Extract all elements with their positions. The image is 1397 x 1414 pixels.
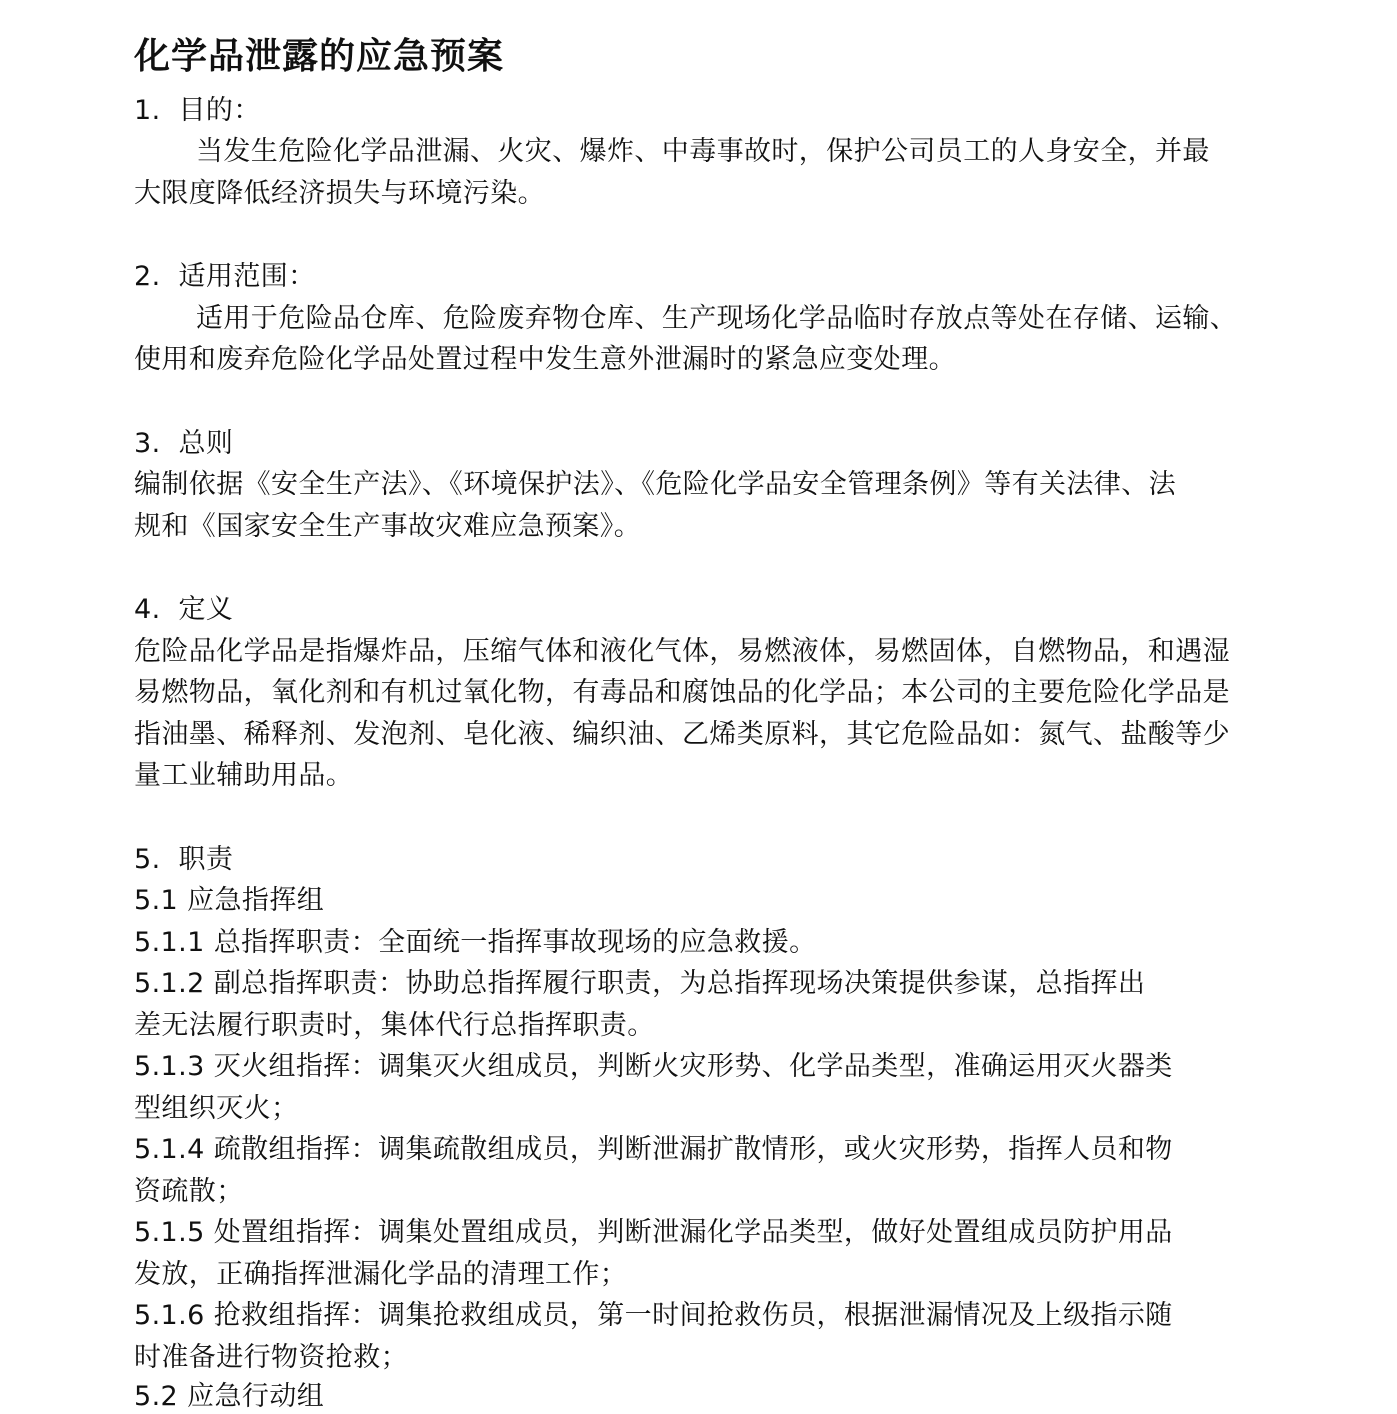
subsection-line [134, 1133, 1173, 1167]
subsection-number: 5.1 [134, 885, 179, 916]
section-heading [134, 427, 233, 461]
section-title: 目的： [178, 95, 261, 126]
paragraph-line: 适用于危险品仓库、危险废弃物仓库、生产现场化学品临时存放点等处在存储、运输、 [196, 303, 1238, 334]
section-heading [134, 593, 233, 627]
section-title: 定义 [178, 594, 234, 625]
subsection-line [134, 1216, 1173, 1250]
paragraph-line: 易燃物品，氧化剂和有机过氧化物，有毒品和腐蚀品的化学品；本公司的主要危险化学品是 [134, 677, 1230, 708]
subsection-text: 处置组指挥：调集处置组成员，判断泄漏化学品类型，做好处置组成员防护用品 [213, 1217, 1173, 1248]
section-title: 适用范围： [178, 261, 316, 292]
subsection-text: 灭火组指挥：调集灭火组成员，判断火灾形势、化学品类型，准确运用灭火器类 [213, 1051, 1173, 1082]
paragraph-line: 危险品化学品是指爆炸品，压缩气体和液化气体，易燃液体，易燃固体，自燃物品，和遇湿 [134, 636, 1230, 667]
subsection-text: 总指挥职责：全面统一指挥事故现场的应急救援。 [213, 927, 817, 958]
subsection-line [134, 1050, 1173, 1084]
section-heading [134, 94, 261, 128]
section-title: 总则 [178, 428, 234, 459]
paragraph-line: 大限度降低经济损失与环境污染。 [134, 178, 545, 209]
subsection-number: 5.1.2 [134, 968, 205, 999]
section-number: 5. [134, 844, 161, 875]
subsection-number: 5.1.6 [134, 1300, 205, 1331]
subsection-number: 5.2 [134, 1381, 179, 1412]
paragraph-line: 当发生危险化学品泄漏、火灾、爆炸、中毒事故时，保护公司员工的人身安全，并最 [196, 136, 1210, 167]
paragraph-line: 量工业辅助用品。 [134, 760, 354, 791]
subsection-continuation: 差无法履行职责时，集体代行总指挥职责。 [134, 1010, 655, 1041]
section-number: 3. [134, 428, 161, 459]
document-title: 化学品泄露的应急预案 [134, 35, 505, 77]
section-number: 1. [134, 95, 161, 126]
paragraph-line: 使用和废弃危险化学品处置过程中发生意外泄漏时的紧急应变处理。 [134, 344, 956, 375]
section-heading [134, 260, 316, 294]
paragraph-line: 指油墨、稀释剂、发泡剂、皂化液、编织油、乙烯类原料，其它危险品如：氮气、盐酸等少 [134, 719, 1230, 750]
subsection-line [134, 926, 817, 960]
subsection-text: 副总指挥职责：协助总指挥履行职责，为总指挥现场决策提供参谋，总指挥出 [213, 968, 1146, 999]
section-title: 职责 [178, 844, 234, 875]
paragraph-line: 编制依据《安全生产法》、《环境保护法》、《危险化学品安全管理条例》等有关法律、法 [134, 469, 1176, 500]
subsection-continuation: 资疏散； [134, 1176, 244, 1207]
subsection-number: 5.1.1 [134, 927, 205, 958]
subsection-line [134, 1299, 1173, 1333]
subsection-text: 疏散组指挥：调集疏散组成员，判断泄漏扩散情形，或火灾形势，指挥人员和物 [213, 1134, 1173, 1165]
subsection-text: 抢救组指挥：调集抢救组成员，第一时间抢救伤员，根据泄漏情况及上级指示随 [213, 1300, 1173, 1331]
subsection-text: 应急指挥组 [187, 885, 325, 916]
subsection-continuation: 时准备进行物资抢救； [134, 1342, 408, 1373]
section-number: 2. [134, 261, 161, 292]
subsection-number: 5.1.5 [134, 1217, 205, 1248]
subsection-line [134, 1380, 324, 1414]
subsection-text: 应急行动组 [187, 1381, 325, 1412]
subsection-continuation: 发放，正确指挥泄漏化学品的清理工作； [134, 1259, 628, 1290]
section-heading [134, 843, 233, 877]
paragraph-line: 规和《国家安全生产事故灾难应急预案》。 [134, 511, 642, 542]
subsection-line [134, 967, 1145, 1001]
subsection-number: 5.1.4 [134, 1134, 205, 1165]
subsection-number: 5.1.3 [134, 1051, 205, 1082]
subsection-line [134, 884, 324, 918]
section-number: 4. [134, 594, 161, 625]
subsection-continuation: 型组织灭火； [134, 1093, 299, 1124]
